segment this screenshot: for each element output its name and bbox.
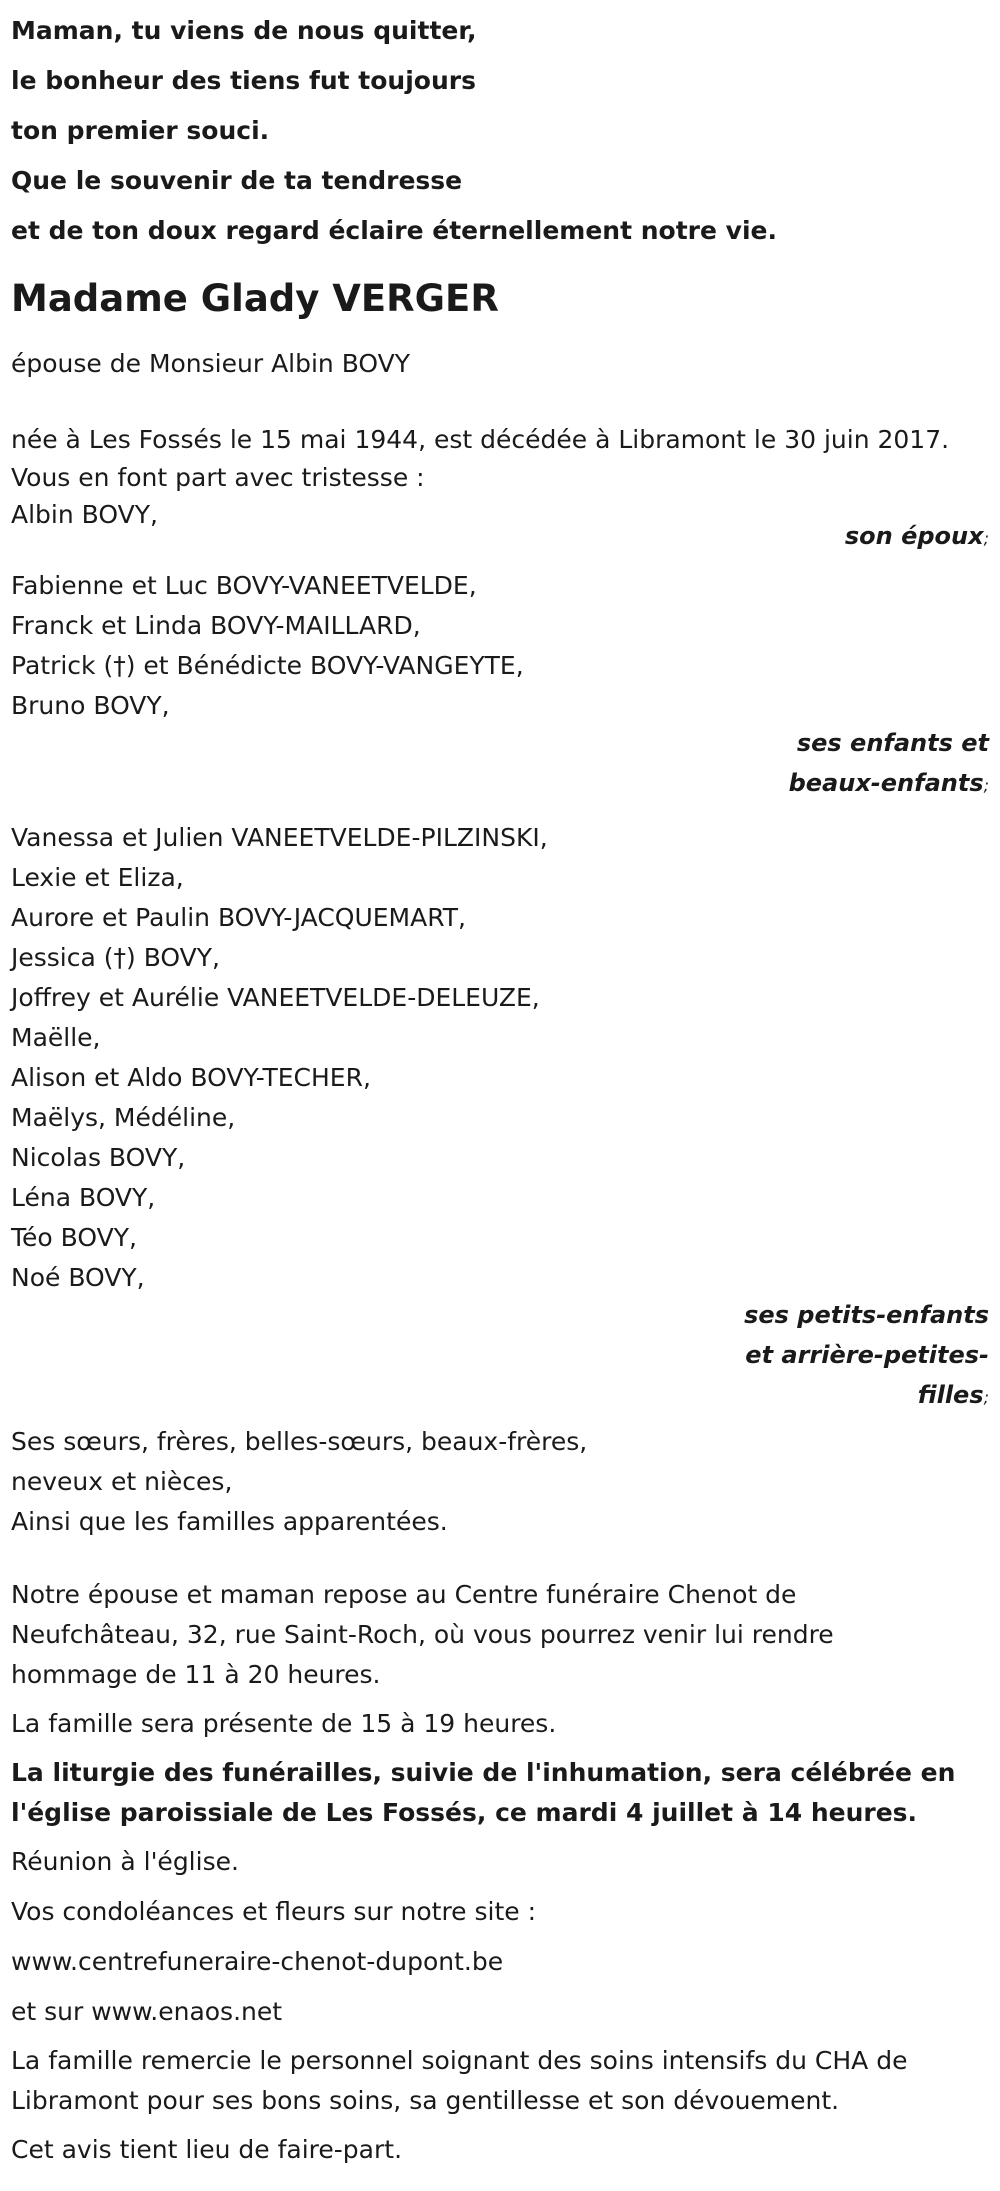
list-item: Téo BOVY, xyxy=(11,1223,137,1252)
relatives-line: neveux et nièces, xyxy=(11,1467,233,1496)
liturgy-line: l'église paroissiale de Les Fossés, ce mardi 4 juillet à 14 heures. xyxy=(11,1798,918,1827)
list-item: Franck et Linda BOVY-MAILLARD, xyxy=(11,611,421,640)
list-item: Maëlle, xyxy=(11,1023,101,1052)
list-item: Maëlys, Médéline, xyxy=(11,1103,236,1132)
role-children xyxy=(11,723,989,806)
website-link[interactable]: www.centrefuneraire-chenot-dupont.be xyxy=(11,1947,504,1976)
liturgy-block xyxy=(11,1753,989,1833)
role-line: ses petits-enfants xyxy=(744,1301,989,1329)
list-item: Nicolas BOVY, xyxy=(11,1143,186,1172)
closing-line: Cet avis tient lieu de faire-part. xyxy=(11,2135,403,2164)
relatives-line: Ses sœurs, frères, belles-sœurs, beaux-frères, xyxy=(11,1427,588,1456)
role-line: et arrière-petites- xyxy=(745,1341,989,1369)
grandchildren-list xyxy=(11,818,989,1298)
repose-block xyxy=(11,1575,989,1695)
list-item: Joffrey et Aurélie VANEETVELDE-DELEUZE, xyxy=(11,983,540,1012)
role-line: filles; xyxy=(917,1381,989,1409)
list-item: Noé BOVY, xyxy=(11,1263,145,1292)
relatives-line: Ainsi que les familles apparentées. xyxy=(11,1507,448,1536)
reunion-line: Réunion à l'église. xyxy=(11,1847,239,1876)
list-item: Aurore et Paulin BOVY-JACQUEMART, xyxy=(11,903,466,932)
condolences-intro: Vos condoléances et fleurs sur notre site : xyxy=(11,1897,537,1926)
obituary-notice xyxy=(11,0,989,2170)
thanks-line: La famille remercie le personnel soignant des soins intensifs du CHA de xyxy=(11,2046,908,2075)
list-item: Bruno BOVY, xyxy=(11,691,170,720)
role-text: son époux xyxy=(844,522,984,550)
poem xyxy=(11,0,989,256)
website2-line: et sur www.enaos.net xyxy=(11,1997,283,2026)
relatives-block xyxy=(11,1422,989,1542)
role-separator: ; xyxy=(983,776,989,795)
list-item: Vanessa et Julien VANEETVELDE-PILZINSKI, xyxy=(11,823,548,852)
repose-line: Notre épouse et maman repose au Centre funéraire Chenot de xyxy=(11,1580,797,1609)
poem-line: Que le souvenir de ta tendresse xyxy=(11,166,463,195)
family-presence: La famille sera présente de 15 à 19 heures. xyxy=(11,1709,557,1738)
thanks-block xyxy=(11,2041,989,2121)
intro-line: Vous en font part avec tristesse : xyxy=(11,463,425,492)
liturgy-line: La liturgie des funérailles, suivie de l'inhumation, sera célébrée en xyxy=(11,1758,956,1787)
repose-line: Neufchâteau, 32, rue Saint-Roch, où vous pourrez venir lui rendre xyxy=(11,1620,834,1649)
birth-death-line: née à Les Fossés le 15 mai 1944, est décédée à Libramont le 30 juin 2017. xyxy=(11,425,950,454)
role-grandchildren xyxy=(11,1295,989,1418)
list-item: Alison et Aldo BOVY-TECHER, xyxy=(11,1063,371,1092)
list-item: Albin BOVY, xyxy=(11,500,158,529)
list-item: Fabienne et Luc BOVY-VANEETVELDE, xyxy=(11,571,477,600)
role-line: ses enfants et xyxy=(796,729,989,757)
list-item: Jessica (†) BOVY, xyxy=(11,943,220,972)
spouse-line: épouse de Monsieur Albin BOVY xyxy=(11,349,411,378)
role-separator: ; xyxy=(983,529,989,548)
thanks-line: Libramont pour ses bons soins, sa gentillesse et son dévouement. xyxy=(11,2086,840,2115)
poem-line: Maman, tu viens de nous quitter, xyxy=(11,16,477,45)
role-separator: ; xyxy=(983,1388,989,1407)
poem-line: et de ton doux regard éclaire éternellement notre vie. xyxy=(11,216,777,245)
poem-line: ton premier souci. xyxy=(11,116,270,145)
children-list xyxy=(11,566,989,726)
deceased-name: Madame Glady VERGER xyxy=(11,277,499,320)
list-item: Patrick (†) et Bénédicte BOVY-VANGEYTE, xyxy=(11,651,524,680)
list-item: Lexie et Eliza, xyxy=(11,863,184,892)
role-line: beaux-enfants; xyxy=(788,769,989,797)
repose-line: hommage de 11 à 20 heures. xyxy=(11,1660,381,1689)
list-item: Léna BOVY, xyxy=(11,1183,156,1212)
poem-line: le bonheur des tiens fut toujours xyxy=(11,66,476,95)
